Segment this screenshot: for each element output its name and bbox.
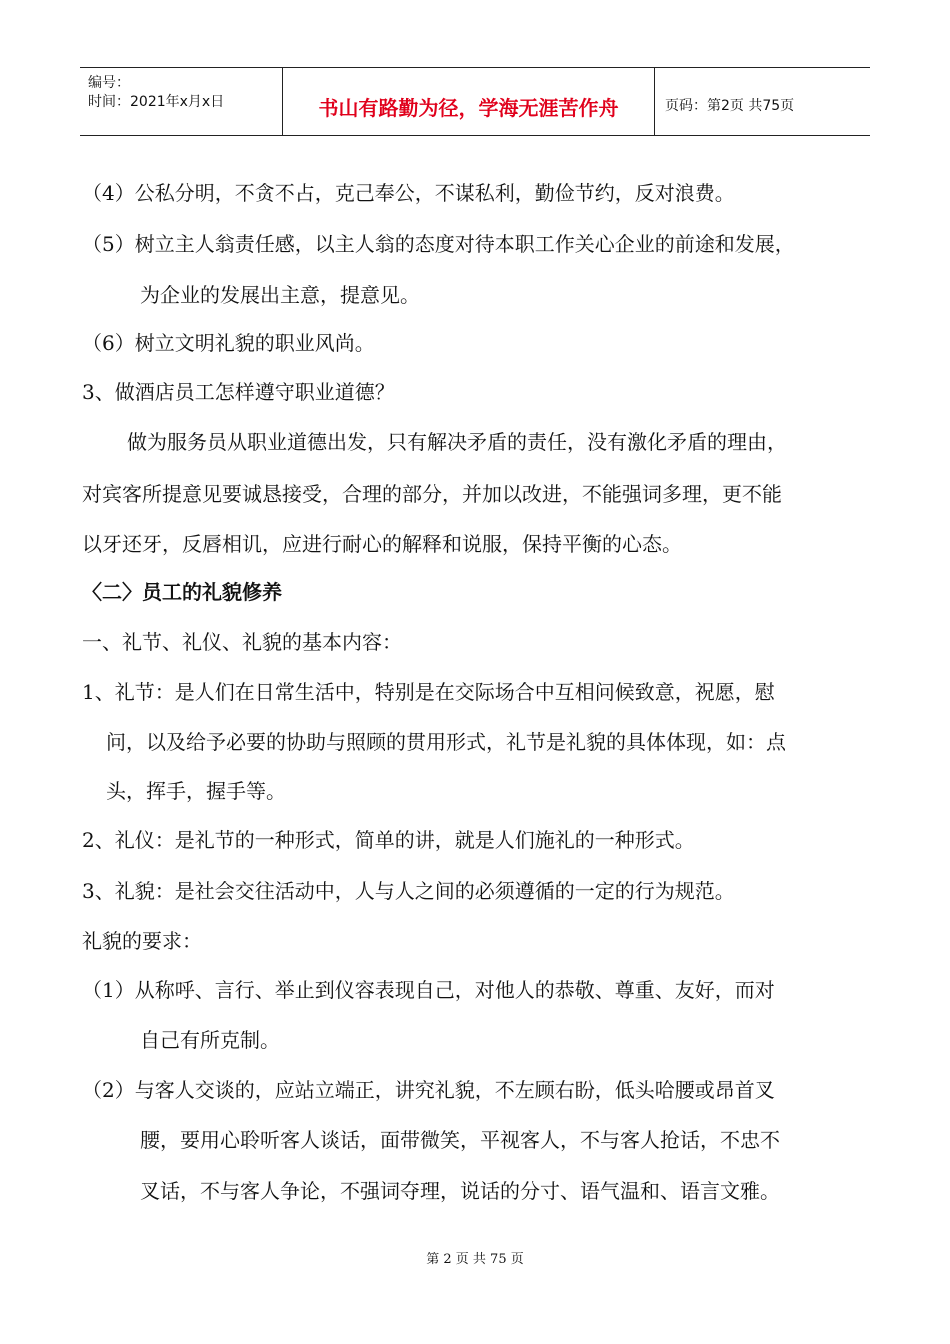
paragraph-line: 1、礼节：是人们在日常生活中，特别是在交际场合中互相问候致意，祝愿，慰	[82, 680, 775, 704]
paragraph-line: （2）与客人交谈的，应站立端正，讲究礼貌，不左顾右盼，低头哈腰或昂首叉	[82, 1078, 775, 1102]
header-table	[80, 67, 870, 136]
paragraph-line: 自己有所克制。	[140, 1028, 280, 1052]
paragraph-line: 礼貌的要求：	[82, 929, 202, 953]
paragraph-line: （1）从称呼、言行、举止到仪容表现自己，对他人的恭敬、尊重、友好，而对	[82, 978, 775, 1002]
paragraph-line: 叉话，不与客人争论，不强词夺理，说话的分寸、语气温和、语言文雅。	[140, 1179, 780, 1203]
header-page-cell	[655, 68, 870, 135]
paragraph-line: 做为服务员从职业道德出发，只有解决矛盾的责任，没有激化矛盾的理由，	[127, 430, 787, 454]
number-label: 编号：	[88, 75, 130, 91]
paragraph-line: 3、礼貌：是社会交往活动中，人与人之间的必须遵循的一定的行为规范。	[82, 879, 735, 903]
paragraph-line: （5）树立主人翁责任感，以主人翁的态度对待本职工作关心企业的前途和发展，	[82, 232, 795, 256]
paragraph-line: 一、礼节、礼仪、礼貌的基本内容：	[82, 630, 402, 654]
section-heading: 〈二〉员工的礼貌修养	[82, 580, 282, 604]
paragraph-line: 为企业的发展出主意，提意见。	[140, 283, 420, 307]
page-info: 页码：第2页 共75页	[665, 98, 795, 114]
page-footer: 第 2 页 共 75 页	[426, 1252, 524, 1267]
motto-text: 书山有路勤为径，学海无涯苦作舟	[318, 96, 619, 120]
header-meta-cell	[80, 68, 283, 135]
time-label: 时间：2021年x月x日	[88, 94, 225, 110]
paragraph-line: 3、做酒店员工怎样遵守职业道德？	[82, 380, 395, 404]
paragraph-line: 对宾客所提意见要诚恳接受，合理的部分，并加以改进，不能强词多理，更不能	[82, 482, 782, 506]
paragraph-line: （4）公私分明，不贪不占，克己奉公，不谋私利，勤俭节约，反对浪费。	[82, 181, 735, 205]
paragraph-line: 以牙还牙，反唇相讥，应进行耐心的解释和说服，保持平衡的心态。	[82, 532, 682, 556]
paragraph-line: 问，以及给予必要的协助与照顾的贯用形式，礼节是礼貌的具体体现，如：点	[106, 730, 786, 754]
paragraph-line: 头，挥手，握手等。	[106, 779, 286, 803]
header-motto-cell	[283, 68, 655, 135]
paragraph-line: 腰，要用心聆听客人谈话，面带微笑，平视客人，不与客人抢话，不忠不	[140, 1128, 780, 1152]
paragraph-line: （6）树立文明礼貌的职业风尚。	[82, 331, 375, 355]
paragraph-line: 2、礼仪：是礼节的一种形式，简单的讲，就是人们施礼的一种形式。	[82, 828, 695, 852]
